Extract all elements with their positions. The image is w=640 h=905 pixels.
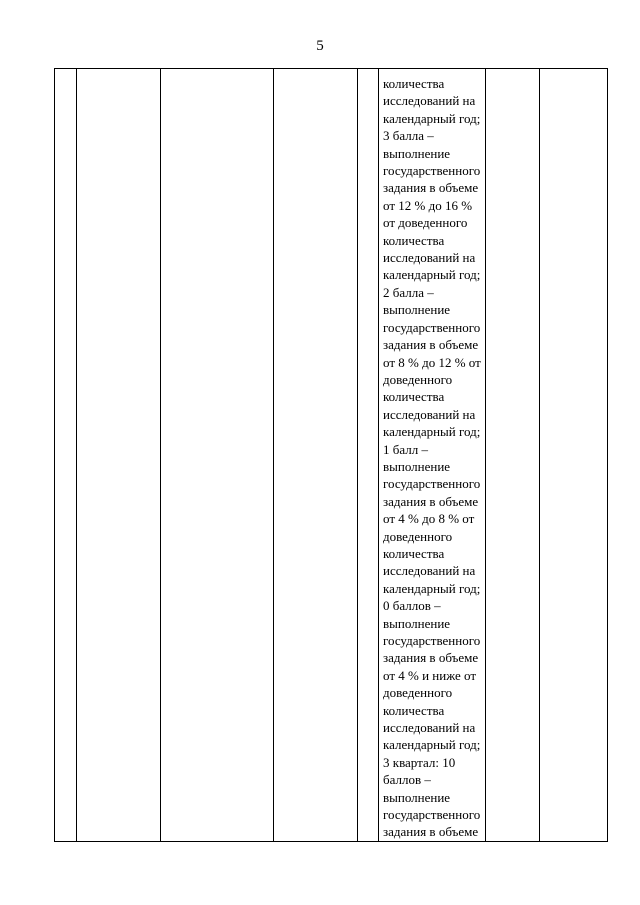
table-row (55, 69, 608, 842)
table-cell-col1 (55, 69, 77, 842)
table-cell-col8 (540, 69, 608, 842)
table-cell-col2 (77, 69, 161, 842)
criteria-text: количества исследований на календарный год; 3 балла – выполнение государственного задания в объеме от 12 % до 16 % от доведенного количества исследований на календарный год; 2 балла – выполнение государственного задания в объеме от 8 % до 12 % от доведенного количества исследований на календарный год; 1 балл – выполнение государственного задания в объеме от 4 % до 8 % от доведенного количества исследований на календарный год; 0 баллов – выполнение государственного задания в объеме от 4 % и ниже от доведенного количества исследований на календарный год; 3 квартал: 10 баллов – выполнение государственного задания в объеме (383, 76, 481, 840)
table-cell-col5 (358, 69, 379, 842)
table-cell-col3 (161, 69, 274, 842)
table-cell-col4 (274, 69, 358, 842)
page-number: 5 (316, 38, 324, 54)
table-cell-criteria (379, 69, 486, 842)
criteria-table (54, 68, 608, 842)
table-cell-col7 (486, 69, 540, 842)
